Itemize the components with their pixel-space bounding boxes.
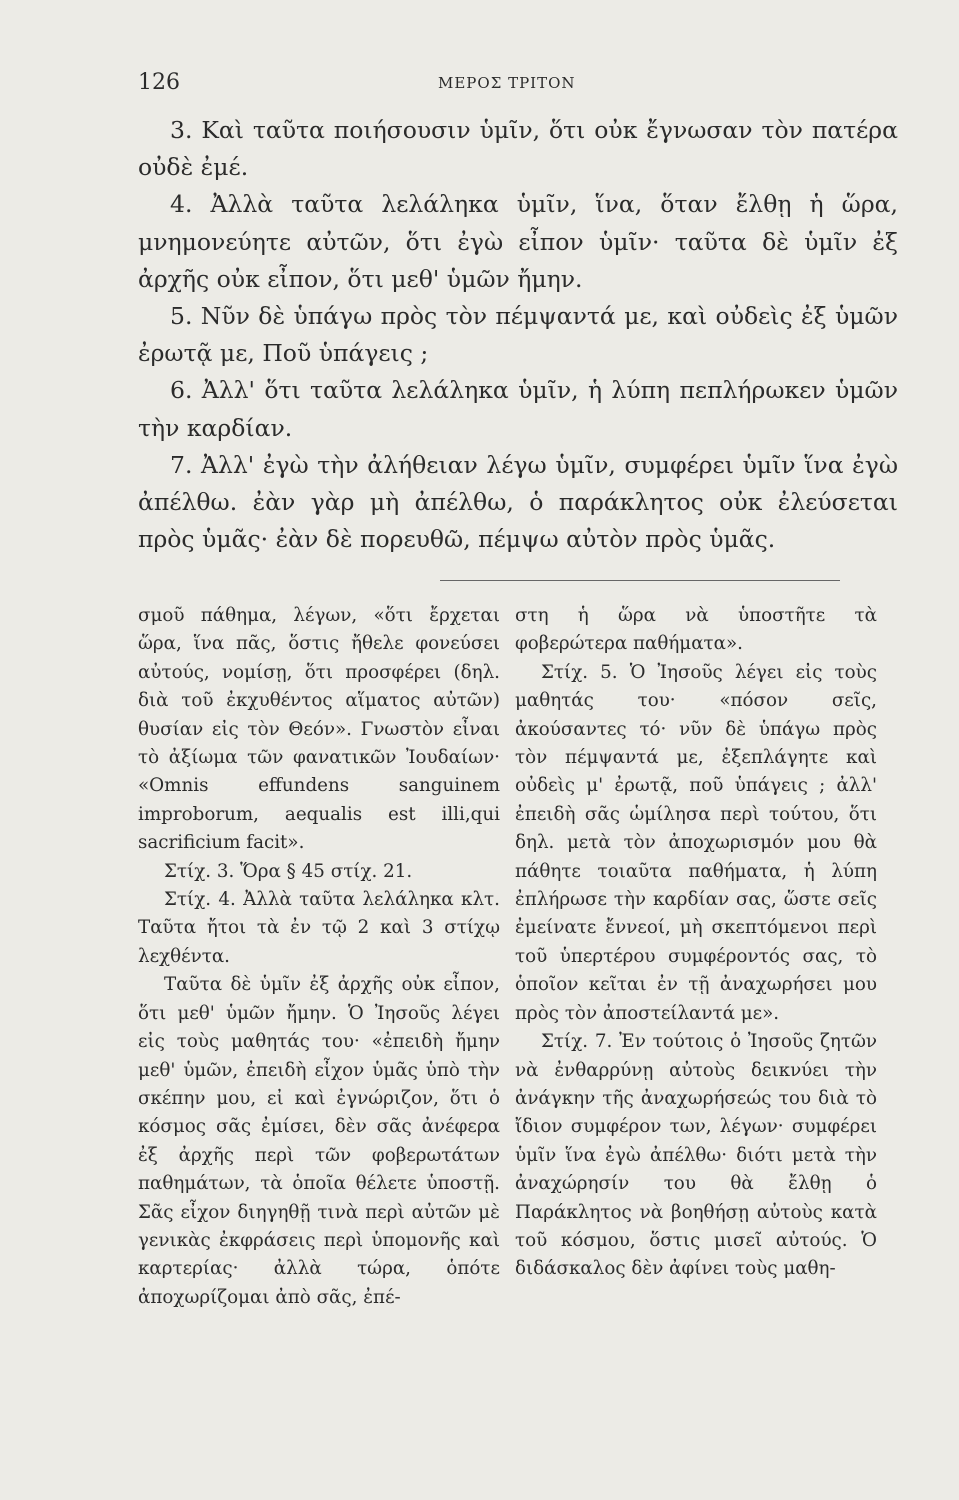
verse-5: 5. Νῦν δὲ ὑπάγω πρὸς τὸν πέμψαντά με, καὶ οὐδεὶς ἐξ ὑμῶν ἐρωτᾷ με, Ποῦ ὑπάγεις ; <box>138 302 898 368</box>
note-paragraph: Ταῦτα δὲ ὑμῖν ἐξ ἀρχῆς οὐκ εἶπον, ὅτι μεθ' ὑμῶν ἤμην. Ὁ Ἰησοῦς λέγει εἰς τοὺς μαθητάς του· «ἐπειδὴ ἤμην μεθ' ὑμῶν, ἐπειδὴ εἶχον ὑμᾶς ὑπὸ τὴν σκέπην μου, εἰ καὶ ἐγνώριζον, ὅτι ὁ κόσμος σᾶς ἐμίσει, δὲν σᾶς ἀνέφερα ἐξ ἀρχῆς περὶ τῶν φοβερωτάτων παθημάτων, τὰ ὁποῖα θέλετε ὑποστῇ. Σᾶς εἶχον διηγηθῇ τινὰ περὶ αὐτῶν μὲ γενικὰς ἐκφράσεις περὶ ὑπομονῆς καὶ καρτερίας· ἀλλὰ τώρα, ὁπότε ἀποχωρίζομαι ἀπὸ σᾶς, ἐπέ- <box>138 974 500 1308</box>
main-text <box>138 112 898 558</box>
page-number: 126 <box>138 70 180 95</box>
verse-6: 6. Ἀλλ' ὅτι ταῦτα λελάληκα ὑμῖν, ἡ λύπη πεπλήρωκεν ὑμῶν τὴν καρδίαν. <box>138 376 898 442</box>
note-paragraph: Στίχ. 4. Ἀλλὰ ταῦτα λελάληκα κλτ. Ταῦτα ἤτοι τὰ ἐν τῷ 2 καὶ 3 στίχῳ λεχθέντα. <box>138 889 500 967</box>
commentary-right-column <box>515 602 877 1284</box>
note-paragraph: Στίχ. 7. Ἐν τούτοις ὁ Ἰησοῦς ζητῶν νὰ ἐνθαρρύνῃ αὐτοὺς δεικνύει τὴν ἀνάγκην τῆς ἀναχωρήσεώς του διὰ τὸ ἴδιον συμφέρον των, λέγων· συμφέρει ὑμῖν ἵνα ἐγὼ ἀπέλθω· διότι μετὰ τὴν ἀναχώρησίν του θὰ ἔλθῃ ὁ Παράκλητος νὰ βοηθήσῃ αὐτοὺς κατὰ τοῦ κόσμου, ὅστις μισεῖ αὐτούς. Ὁ διδάσκαλος δὲν ἀφίνει τοὺς μαθη- <box>515 1031 877 1280</box>
verse-7: 7. Ἀλλ' ἐγὼ τὴν ἀλήθειαν λέγω ὑμῖν, συμφέρει ὑμῖν ἵνα ἐγὼ ἀπέλθω. ἐὰν γὰρ μὴ ἀπέλθω, ὁ παράκλητος οὐκ ἐλεύσεται πρὸς ὑμᾶς· ἐὰν δὲ πορευθῶ, πέμψω αὐτὸν πρὸς ὑμᾶς. <box>138 450 898 554</box>
verse-3: 3. Καὶ ταῦτα ποιήσουσιν ὑμῖν, ὅτι οὐκ ἔγνωσαν τὸν πατέρα οὐδὲ ἐμέ. <box>138 116 898 182</box>
footnote-divider <box>440 580 840 581</box>
verse-4: 4. Ἀλλὰ ταῦτα λελάληκα ὑμῖν, ἵνα, ὅταν ἔλθῃ ἡ ὥρα, μνημονεύητε αὐτῶν, ὅτι ἐγὼ εἶπον ὑμῖν· ταῦτα δὲ ὑμῖν ἐξ ἀρχῆς οὐκ εἶπον, ὅτι μεθ' ὑμῶν ἤμην. <box>138 190 898 293</box>
note-paragraph: στη ἡ ὥρα νὰ ὑποστῆτε τὰ φοβερώτερα παθήματα». <box>515 605 877 655</box>
commentary-left-column <box>138 602 500 1312</box>
note-paragraph: Στίχ. 3. Ὅρα § 45 στίχ. 21. <box>164 860 413 882</box>
page-header <box>138 70 849 100</box>
running-title: ΜΕΡΟΣ ΤΡΙΤΟΝ <box>438 74 576 92</box>
note-paragraph: σμοῦ πάθημα, λέγων, «ὅτι ἔρχεται ὥρα, ἵνα πᾶς, ὅστις ἤθελε φονεύσει αὐτούς, νομίσῃ, ὅτι προσφέρει (δηλ. διὰ τοῦ ἐκχυθέντος αἵματος αὐτῶν) θυσίαν εἰς τὸν Θεόν». Γνωστὸν εἶναι τὸ ἀξίωμα τῶν φανατικῶν Ἰουδαίων· «Omnis effundens sanguinem improborum, aequalis est illi,qui sacrificium facit». <box>138 605 500 854</box>
note-paragraph: Στίχ. 5. Ὁ Ἰησοῦς λέγει εἰς τοὺς μαθητάς του· «πόσον σεῖς, ἀκούσαντες τό· νῦν δὲ ὑπάγω πρὸς τὸν πέμψαντά με, ἐξεπλάγητε καὶ οὐδεὶς μ' ἐρωτᾷ, ποῦ ὑπάγεις ; ἀλλ' ἐπειδὴ σᾶς ὡμίλησα περὶ τούτου, ὅτι δηλ. μετὰ τὸν ἀποχωρισμόν μου θὰ πάθητε τοιαῦτα παθήματα, ἡ λύπη ἐπλήρωσε τὴν καρδίαν σας, ὥστε σεῖς ἐμείνατε ἔννεοί, μὴ σκεπτόμενοι περὶ τοῦ ὑπερτέρου συμφέροντός σας, τὸ ὁποῖον κεῖται ἐν τῇ ἀναχωρήσει μου πρὸς τὸν ἀποστείλαντά με». <box>515 661 877 1024</box>
